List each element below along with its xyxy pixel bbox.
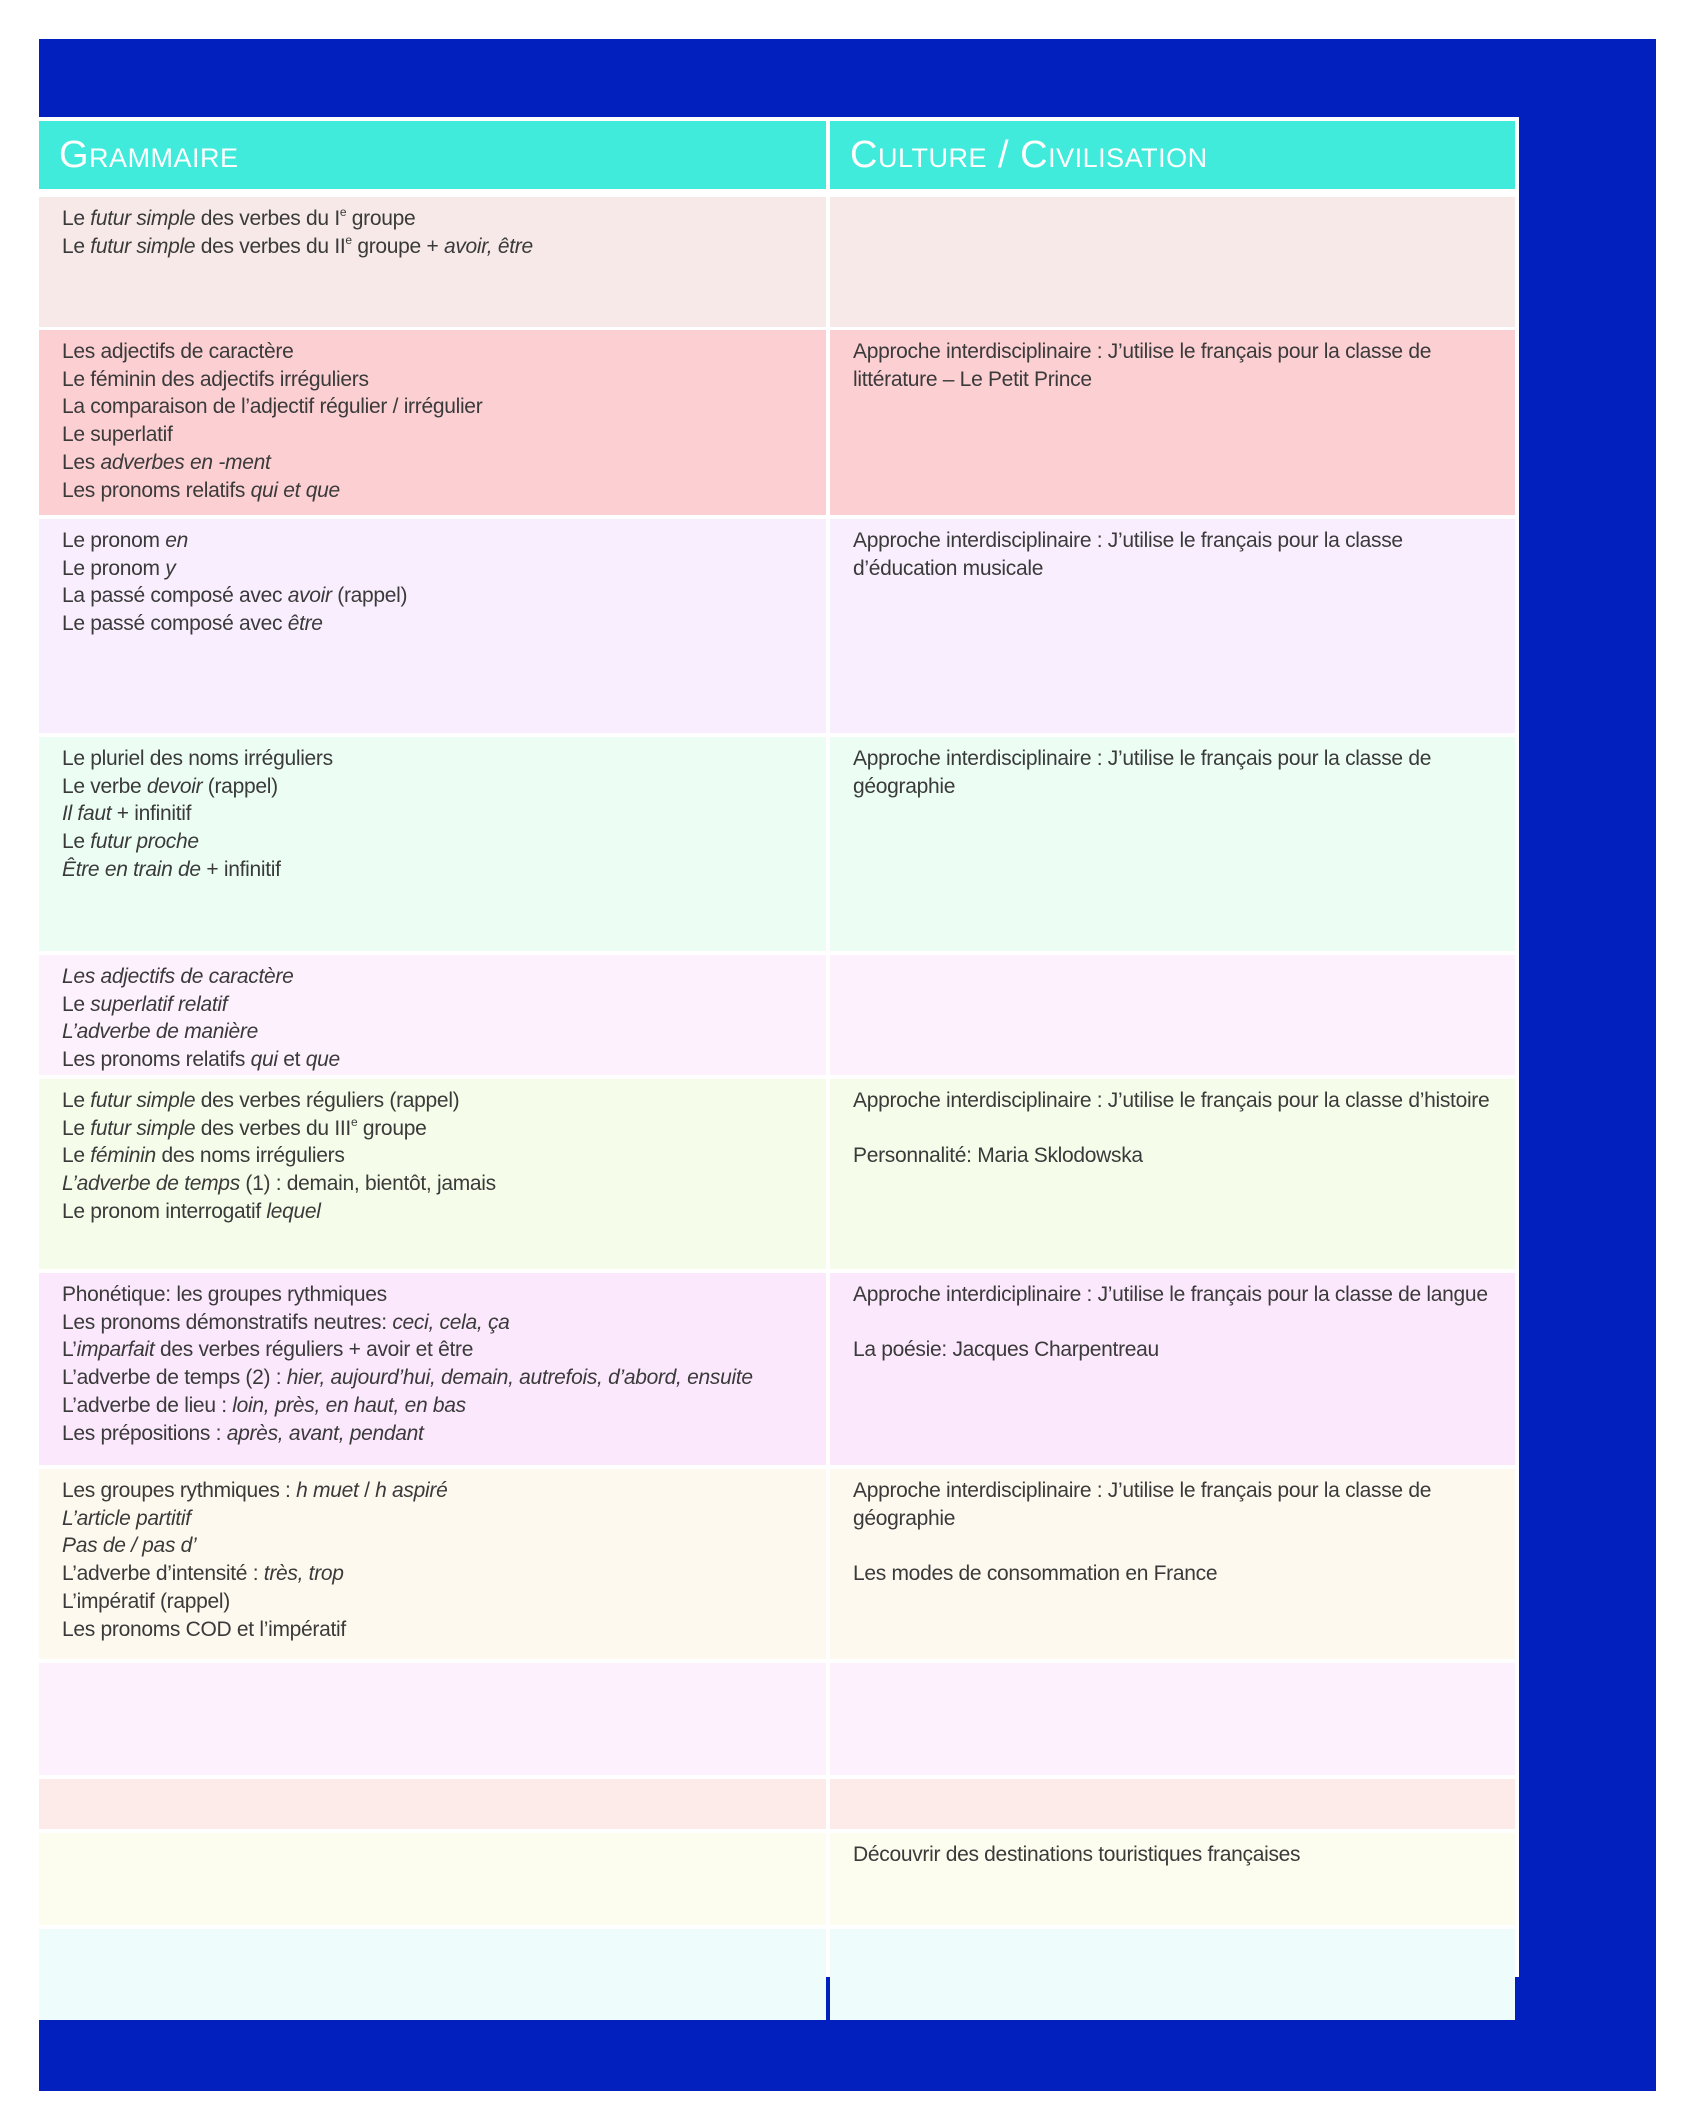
text-line [62,1588,812,1616]
text-segment: (1) : demain, bientôt, jamais [239,1172,496,1196]
italic-text: y [165,556,176,580]
text-line [62,205,812,233]
text-line [62,745,812,773]
text-segment: Le féminin des adjectifs irréguliers [62,367,369,391]
italic-text: Pas de / pas d’ [62,1534,197,1558]
cell-grammaire-row-6 [39,1079,826,1269]
text-segment: Personnalité: Maria Sklodowska [853,1144,1143,1168]
italic-text: L’adverbe de temps [62,1172,240,1196]
text-line [62,856,812,884]
text-segment: Approche interdisciplinaire : J’utilise le français pour la classe [853,529,1403,552]
text-segment: Approche interdisciplinaire : J’utilise le français pour la classe de [853,747,1432,770]
superscript: e [350,1114,358,1129]
italic-text: très, trop [263,1562,344,1586]
italic-text: Être en train de [62,857,201,881]
italic-text: en [165,529,188,552]
text-line [62,421,812,449]
text-segment: des verbes réguliers (rappel) [195,1089,460,1112]
text-line [853,1142,1501,1170]
text-segment: Les groupes rythmiques : [62,1479,297,1502]
text-line [853,338,1501,366]
italic-text: hier, aujourd’hui, demain, autrefois, d’abord, ensuite [286,1366,753,1390]
text-line [62,477,812,505]
text-line [62,1309,812,1337]
text-segment: Les modes de consommation en France [853,1562,1218,1586]
text-line [853,1115,1501,1143]
text-line [62,1142,812,1170]
text-line [853,1477,1501,1505]
text-line [62,1115,812,1143]
text-line [62,610,812,638]
text-segment: Approche interdisciplinaire : J’utilise le français pour la classe d’histoire [853,1089,1490,1112]
italic-text: h muet [296,1479,359,1502]
text-line [62,1392,812,1420]
cell-culture-row-9 [830,1663,1515,1775]
text-line [62,366,812,394]
text-segment: Le pronom interrogatif [62,1199,267,1223]
text-segment: La passé composé avec [62,584,288,608]
cell-grammaire-row-10 [39,1779,826,1829]
text-line [62,800,812,828]
text-segment: Le verbe [62,774,147,798]
text-segment: (rappel) [331,584,408,608]
text-segment: groupe [357,1116,427,1140]
text-segment: Le [62,830,91,854]
text-segment: L’ [62,1338,77,1362]
text-line [62,449,812,477]
text-line [853,1336,1501,1364]
cell-grammaire-row-11 [39,1833,826,1925]
italic-text: ceci, cela, ça [392,1310,510,1334]
text-line [62,991,812,1019]
italic-text: qui et que [250,478,340,502]
italic-text: Les adjectifs de caractère [62,965,294,988]
italic-text: loin, près, en haut, en bas [232,1393,466,1417]
text-line [853,555,1501,583]
text-line [853,366,1501,394]
italic-text: futur simple [90,1089,196,1112]
italic-text: L’adverbe de manière [62,1020,258,1044]
text-segment: des verbes du II [195,234,346,258]
text-segment: géographie [853,1506,956,1530]
text-line [853,1532,1501,1560]
text-line [853,773,1501,801]
text-segment: littérature – Le Petit Prince [853,367,1092,391]
text-segment: L’impératif (rappel) [62,1589,230,1613]
cell-grammaire-row-3 [39,519,826,733]
text-segment: Les pronoms COD et l’impératif [62,1617,346,1641]
text-segment: Le [62,207,91,230]
text-segment: L’adverbe d’intensité : [62,1562,264,1586]
text-segment: Les adjectifs de caractère [62,340,294,363]
cell-culture-row-4 [830,737,1515,951]
cell-grammaire-row-9 [39,1663,826,1775]
text-segment: groupe + [351,234,444,258]
cell-grammaire-row-12 [39,1929,826,2020]
text-line [62,1364,812,1392]
text-segment: Les prépositions : [62,1421,227,1445]
cell-culture-row-2 [830,330,1515,515]
text-line [853,1841,1501,1869]
text-segment: Le [62,1089,91,1112]
text-segment: des verbes réguliers + avoir et être [154,1338,474,1362]
text-segment: Le [62,234,91,258]
text-segment: et [277,1048,306,1072]
italic-text: Il faut [62,802,112,826]
text-segment: + infinitif [111,802,192,826]
text-line [853,745,1501,773]
text-segment: des verbes du I [195,207,340,230]
text-line [853,1281,1501,1309]
cell-grammaire-row-2 [39,330,826,515]
text-line [62,1532,812,1560]
cell-culture-row-1 [830,197,1515,327]
text-line [62,1336,812,1364]
text-line [62,1420,812,1448]
superscript: e [339,205,347,219]
italic-text: qui [250,1048,278,1072]
text-segment: Les [62,450,101,474]
italic-text: futur proche [90,830,199,854]
cell-culture-row-5 [830,955,1515,1075]
text-line [853,1505,1501,1533]
text-segment: Approche interdisciplinaire : J’utilise le français pour la classe de [853,1479,1432,1502]
cell-grammaire-row-5 [39,955,826,1075]
italic-text: futur simple [90,1116,196,1140]
header-culture: Culture / Civilisation [830,121,1515,189]
text-segment: Les pronoms relatifs [62,478,251,502]
text-segment: (rappel) [202,774,278,798]
text-segment: La poésie: Jacques Charpentreau [853,1338,1159,1362]
text-segment: Découvrir des destinations touristiques françaises [853,1843,1301,1866]
italic-text: lequel [266,1199,321,1223]
text-line [62,393,812,421]
text-line [62,582,812,610]
italic-text: que [305,1048,340,1072]
superscript: e [345,232,352,247]
text-line [62,1046,812,1074]
text-segment: L’adverbe de lieu : [62,1393,233,1417]
cell-grammaire-row-1 [39,197,826,327]
cell-culture-row-6 [830,1079,1515,1269]
italic-text: adverbes en -ment [100,450,271,474]
text-line [62,1170,812,1198]
text-line [853,1560,1501,1588]
italic-text: futur simple [90,234,196,258]
italic-text: devoir [146,774,203,798]
text-segment: d’éducation musicale [853,556,1044,580]
italic-text: imparfait [76,1338,155,1362]
text-line [62,1198,812,1226]
cell-culture-row-12 [830,1929,1515,2020]
text-segment: Le pluriel des noms irréguliers [62,747,333,770]
text-line [62,527,812,555]
italic-text: h aspiré [375,1479,448,1502]
cell-grammaire-row-4 [39,737,826,951]
text-segment: Le pronom [62,556,166,580]
text-line [62,963,812,991]
text-segment: Approche interdisciplinaire : J’utilise le français pour la classe de [853,340,1432,363]
text-segment: groupe [346,207,416,230]
cell-grammaire-row-8 [39,1469,826,1659]
italic-text: superlatif relatif [90,992,228,1016]
cell-culture-row-3 [830,519,1515,733]
text-segment: Le [62,992,91,1016]
text-line [62,828,812,856]
text-line [62,1087,812,1115]
text-line [853,1087,1501,1115]
text-segment: des verbes du III [195,1116,351,1140]
text-segment: La comparaison de l’adjectif régulier / irrégulier [62,395,483,419]
italic-text: avoir, être [443,234,533,258]
text-segment: Le passé composé avec [62,612,288,636]
italic-text: avoir [287,584,332,608]
cell-culture-row-11 [830,1833,1515,1925]
cell-culture-row-7 [830,1273,1515,1465]
text-segment: Les pronoms relatifs [62,1048,251,1072]
program-table [39,117,1519,1977]
text-line [62,555,812,583]
text-segment: + infinitif [200,857,281,881]
text-segment: géographie [853,774,956,798]
text-segment: Approche interdiciplinaire : J’utilise le français pour la classe de langue [853,1283,1488,1306]
text-line [62,1281,812,1309]
text-line [62,233,812,261]
text-line [62,1616,812,1644]
italic-text: L’article partitif [62,1506,191,1530]
header-grammaire: Grammaire [39,121,826,189]
italic-text: féminin [90,1144,156,1168]
text-segment: Le [62,1116,91,1140]
text-segment: Phonétique: les groupes rythmiques [62,1283,387,1306]
text-line [853,527,1501,555]
italic-text: être [287,612,323,636]
text-line [62,1505,812,1533]
text-segment: Le pronom [62,529,166,552]
text-line [62,773,812,801]
text-line [62,1018,812,1046]
italic-text: futur simple [90,207,196,230]
text-line [62,1477,812,1505]
text-segment: L’adverbe de temps (2) : [62,1366,287,1390]
text-line [853,1309,1501,1337]
text-segment: Le superlatif [62,423,173,447]
text-segment: Le [62,1144,91,1168]
text-segment: Les pronoms démonstratifs neutres: [62,1310,393,1334]
text-segment: / [358,1479,376,1502]
text-segment: des noms irréguliers [155,1144,345,1168]
cell-culture-row-8 [830,1469,1515,1659]
cell-culture-row-10 [830,1779,1515,1829]
text-line [62,1560,812,1588]
cell-grammaire-row-7 [39,1273,826,1465]
italic-text: après, avant, pendant [226,1421,424,1445]
text-line [62,338,812,366]
